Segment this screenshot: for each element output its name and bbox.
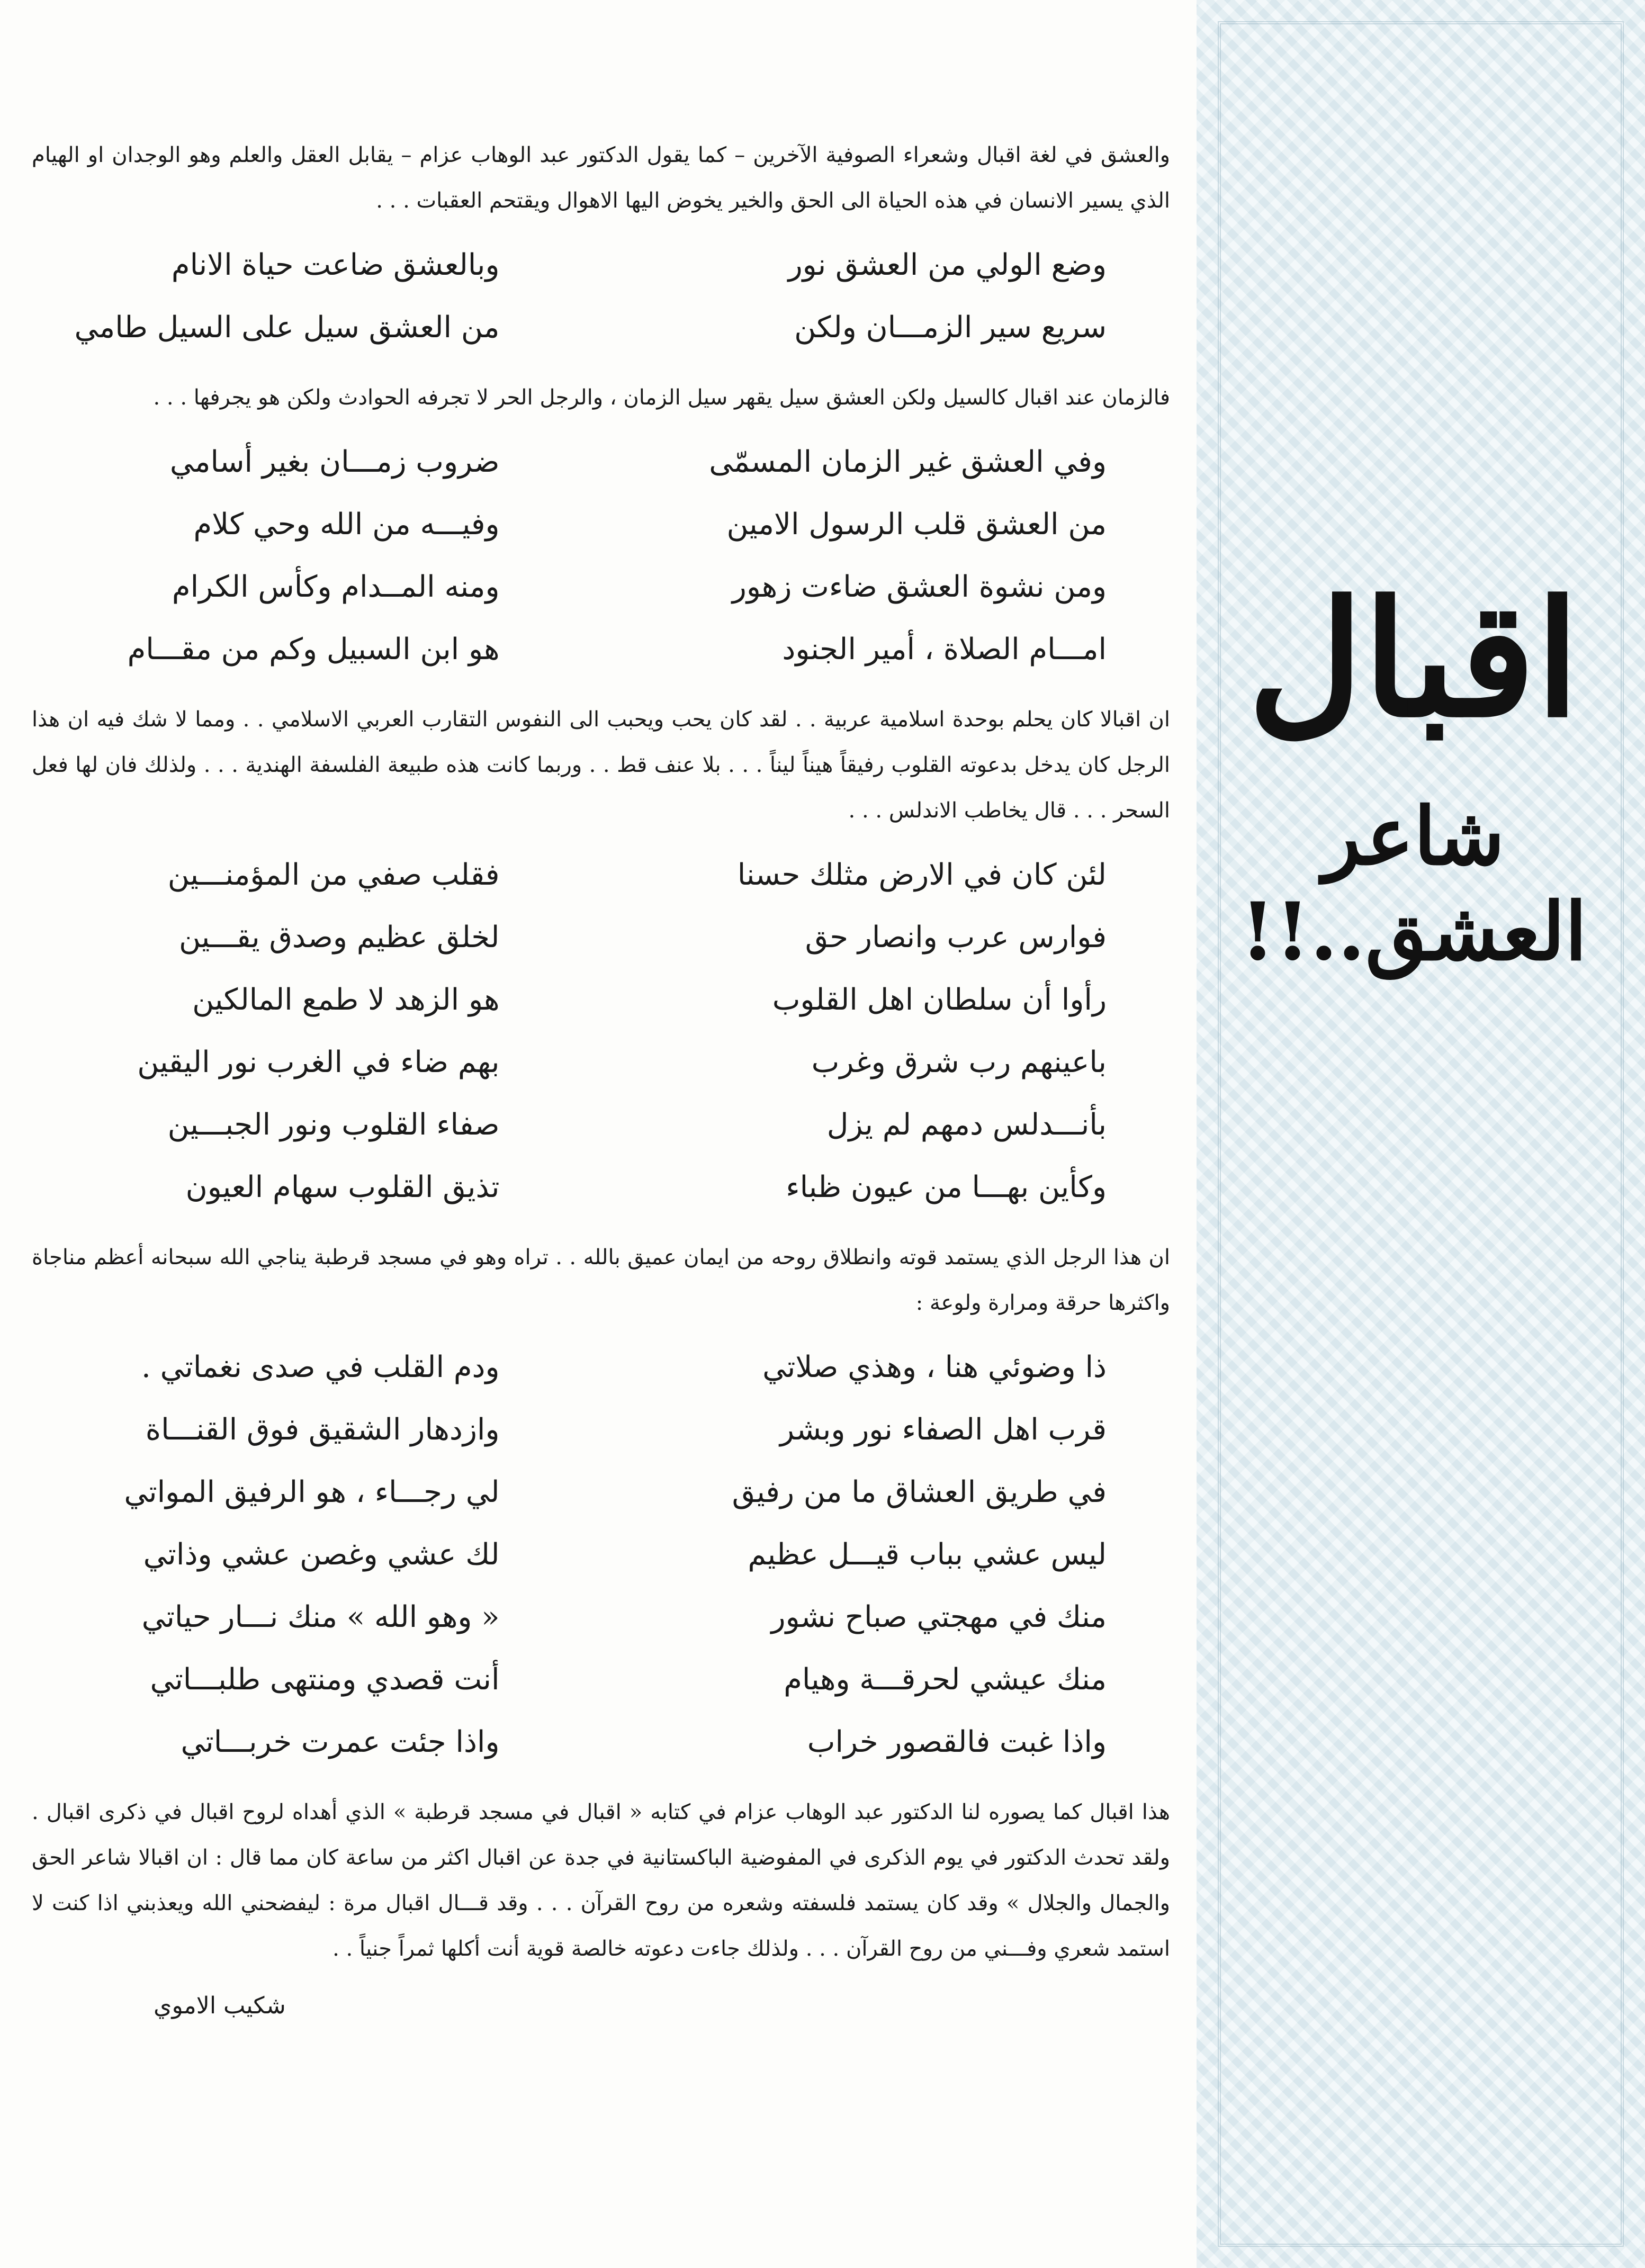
poem-verse xyxy=(32,431,1170,493)
verse-second-hemistich: واذا جئت عمرت خربـــاتي xyxy=(181,1725,500,1759)
verse-second-hemistich: تذيق القلوب سهام العيون xyxy=(185,1170,500,1204)
poem xyxy=(32,1336,1170,1774)
verse-first-hemistich: امـــام الصلاة ، أمير الجنود xyxy=(782,632,1107,667)
verse-second-hemistich: لخلق عظيم وصدق يقـــين xyxy=(179,920,500,955)
verse-first-hemistich: لئن كان في الارض مثلك حسنا xyxy=(737,858,1107,892)
poem-verse xyxy=(32,556,1170,618)
verse-first-hemistich: ذا وضوئي هنا ، وهذي صلاتي xyxy=(762,1350,1107,1384)
verse-second-hemistich: وفيـــه من الله وحي كلام xyxy=(193,507,500,542)
paragraph: والعشق في لغة اقبال وشعراء الصوفية الآخرين – كما يقول الدكتور عبد الوهاب عزام – يقابل العقل والعلم وهو الوجدان او الهيام الذي يسير الانسان في هذه الحياة الى الحق والخير يخوض اليها الاهوال ويقتحم العقبات . . . xyxy=(32,143,1170,213)
verse-first-hemistich: ومن نشوة العشق ضاءت زهور xyxy=(732,570,1107,604)
verse-second-hemistich: ودم القلب في صدى نغماتي . xyxy=(141,1350,500,1384)
paragraph: فالزمان عند اقبال كالسيل ولكن العشق سيل يقهر سيل الزمان ، والرجل الحر لا تجرفه الحوادث ولكن هو يجرفها . . . xyxy=(153,385,1170,410)
verse-first-hemistich: وكأين بهـــا من عيون ظباء xyxy=(786,1170,1107,1204)
verse-first-hemistich: سريع سير الزمـــان ولكن xyxy=(794,310,1107,345)
verse-first-hemistich: قرب اهل الصفاء نور وبشر xyxy=(779,1412,1107,1447)
poem-verse xyxy=(32,844,1170,906)
poem xyxy=(32,431,1170,681)
verse-first-hemistich: منك عيشي لحرقـــة وهيام xyxy=(784,1662,1107,1697)
poem xyxy=(32,844,1170,1219)
verse-second-hemistich: فقلب صفي من المؤمنـــين xyxy=(167,858,500,892)
verse-second-hemistich: من العشق سيل على السيل طامي xyxy=(74,310,500,345)
decorative-frame xyxy=(1218,21,1624,2247)
poem-verse xyxy=(32,1094,1170,1156)
verse-first-hemistich: فوارس عرب وانصار حق xyxy=(805,920,1107,955)
poem-verse xyxy=(32,1711,1170,1774)
verse-first-hemistich: وضع الولي من العشق نور xyxy=(788,248,1107,282)
verse-second-hemistich: وبالعشق ضاعت حياة الانام xyxy=(171,248,500,282)
article-title: اقبال xyxy=(1247,565,1580,752)
poem-verse xyxy=(32,1649,1170,1711)
paragraph: ان اقبالا كان يحلم بوحدة اسلامية عربية . . لقد كان يحب ويحبب الى النفوس التقارب العربي الاسلامي . . ومما لا شك فيه ان هذا الرجل كان يدخل بدعوته القلوب رفيقاً هيناً ليناً . . . بلا عنف قط . . وربما كانت هذه طبيعة الفلسفة الهندية . . . ولذلك فان لها فعل السحر . . . قال يخاطب الاندلس . . . xyxy=(32,707,1170,823)
poem-verse xyxy=(32,493,1170,556)
poem-verse xyxy=(32,906,1170,969)
poem-verse xyxy=(32,296,1170,359)
verse-second-hemistich: « وهو الله » منك نـــار حياتي xyxy=(141,1600,500,1634)
verse-second-hemistich: هو ابن السبيل وكم من مقـــام xyxy=(127,632,500,667)
verse-second-hemistich: لي رجـــاء ، هو الرفيق المواتي xyxy=(124,1475,500,1509)
verse-first-hemistich: منك في مهجتي صباح نشور xyxy=(771,1600,1107,1634)
poem-verse xyxy=(32,1031,1170,1094)
author-signature: شكيب الاموي xyxy=(154,1992,286,2019)
verse-first-hemistich: واذا غبت فالقصور خراب xyxy=(807,1725,1107,1759)
article-subtitle: شاعر العشق..!! xyxy=(1240,790,1587,978)
verse-first-hemistich: من العشق قلب الرسول الامين xyxy=(726,507,1107,542)
verse-second-hemistich: صفاء القلوب ونور الجبـــين xyxy=(167,1108,500,1142)
poem-verse xyxy=(32,234,1170,296)
verse-first-hemistich: بأنـــدلس دمهم لم يزل xyxy=(826,1108,1107,1142)
verse-first-hemistich: باعينهم رب شرق وغرب xyxy=(811,1045,1107,1079)
poem-verse xyxy=(32,1524,1170,1586)
poem-verse xyxy=(32,1586,1170,1649)
verse-second-hemistich: أنت قصدي ومنتهى طلبـــاتي xyxy=(150,1662,500,1697)
poem-verse xyxy=(32,1156,1170,1219)
verse-first-hemistich: رأوا أن سلطان اهل القلوب xyxy=(772,983,1107,1017)
verse-first-hemistich: في طريق العشاق ما من رفيق xyxy=(732,1475,1107,1509)
decorative-side-panel xyxy=(1197,0,1645,2268)
poem-verse xyxy=(32,1399,1170,1461)
poem-verse xyxy=(32,1461,1170,1524)
verse-second-hemistich: لك عشي وغصن عشي وذاتي xyxy=(143,1537,500,1572)
poem xyxy=(32,234,1170,359)
paragraph: هذا اقبال كما يصوره لنا الدكتور عبد الوهاب عزام في كتابه « اقبال في مسجد قرطبة » الذي أهداه لروح اقبال في ذكرى اقبال . ولقد تحدث الدكتور في يوم الذكرى في المفوضية الباكستانية في جدة عن اقبال اكثر من ساعة كان مما قال : ان اقبالا شاعر الحق والجمال والجلال » وقد كان يستمد فلسفته وشعره من روح القرآن . . . وقد قـــال اقبال مرة : ليفضحني الله ويعذبني اذا كنت لا استمد شعري وفـــني من روح القرآن . . . ولذلك جاءت دعوته خالصة قوية أنت أكلها ثمراً جنياً . . xyxy=(32,1800,1171,1961)
paragraph: ان هذا الرجل الذي يستمد قوته وانطلاق روحه من ايمان عميق بالله . . تراه وهو في مسجد قرطبة يناجي الله سبحانه أعظم مناجاة واكثرها حرقة ومرارة ولوعة : xyxy=(32,1245,1170,1315)
verse-first-hemistich: ليس عشي بباب قيـــل عظيم xyxy=(748,1537,1107,1572)
poem-verse xyxy=(32,1336,1170,1399)
verse-second-hemistich: هو الزهد لا طمع المالكين xyxy=(192,983,500,1017)
poem-verse xyxy=(32,618,1170,681)
verse-second-hemistich: ضروب زمـــان بغير أسامي xyxy=(169,445,500,479)
poem-verse xyxy=(32,969,1170,1031)
verse-second-hemistich: وازدهار الشقيق فوق القنـــاة xyxy=(145,1412,500,1447)
verse-first-hemistich: وفي العشق غير الزمان المسمّى xyxy=(709,445,1107,479)
title-block xyxy=(1207,565,1620,979)
verse-second-hemistich: ومنه المــدام وكأس الكرام xyxy=(172,570,500,604)
verse-second-hemistich: بهم ضاء في الغرب نور اليقين xyxy=(137,1045,500,1079)
article-body xyxy=(32,132,1170,2030)
